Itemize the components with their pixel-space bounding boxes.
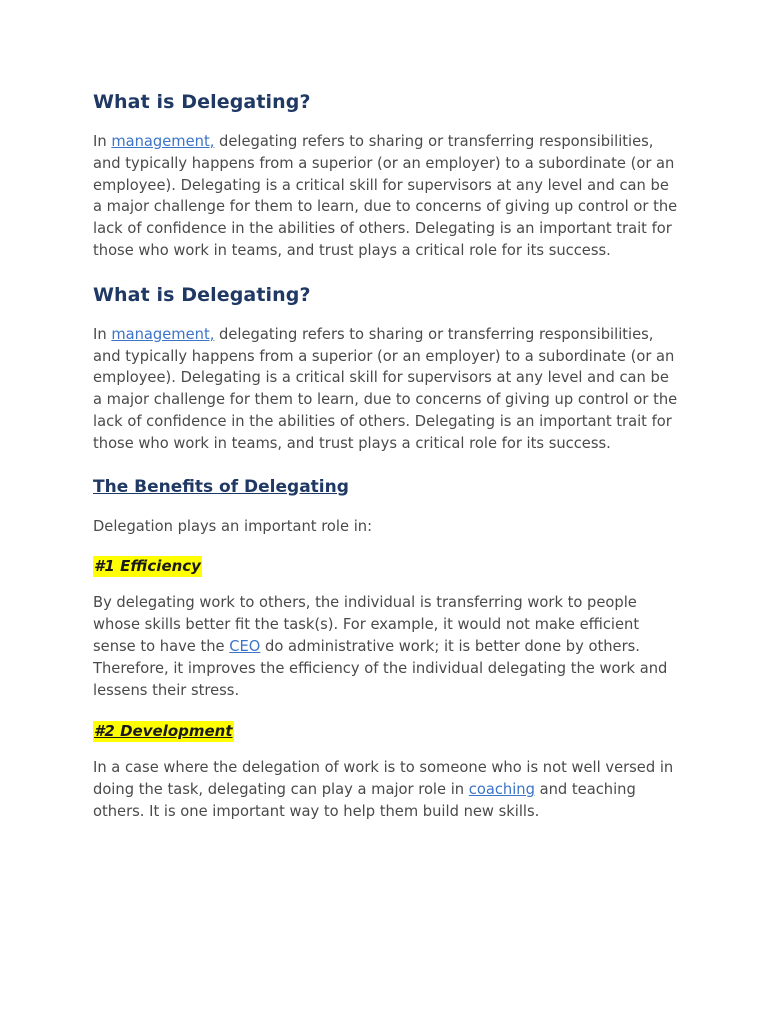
section-what-is-delegating-1 [93,88,678,262]
highlighted-title: #1 Efficiency [94,557,201,576]
benefit-title-efficiency [93,555,678,577]
section-paragraph [93,324,678,455]
coaching-link[interactable]: coaching [468,781,535,799]
paragraph-text: and teaching others. It is one important way to help them build new skills. [93,781,636,820]
section-paragraph [93,131,678,262]
benefits-intro: Delegation plays an important role in: [93,517,373,535]
benefits-heading: The Benefits of Delegating [93,476,349,497]
paragraph-prefix: In [93,133,112,150]
benefit-title-development [93,720,678,742]
section-heading: What is Delegating? [93,91,311,113]
section-heading: What is Delegating? [93,283,311,306]
paragraph-prefix: In [93,325,112,343]
paragraph-text: In a case where the delegation of work is to someone who is not well versed in doing the task, delegating can play a major role in [93,759,674,799]
benefit-paragraph-development [93,757,678,822]
benefit-paragraph-efficiency [93,592,678,701]
paragraph-text: do administrative work; it is better done by others. Therefore, it improves the efficiency of the individual delegating the work and lessens their stress. [93,637,668,699]
section-what-is-delegating-2 [93,281,678,455]
paragraph-text: delegating refers to sharing or transferring responsibilities, and typically happens from a superior (or an employer) to a subordinate (or an employee). Delegating is a critical skill for supervisors at any level and can be a major challenge for them to learn, due to concerns of giving up control or the lack of confidence in the abilities of others. Delegating is an important trait for those who work in teams, and trust plays a critical role for its success. [93,133,678,259]
paragraph-text: delegating refers to sharing or transferring responsibilities, and typically happens from a superior (or an employer) to a subordinate (or an employee). Delegating is a critical skill for supervisors at any level and can be a major challenge for them to learn, due to concerns of giving up control or the lack of confidence in the abilities of others. Delegating is an important trait for those who work in teams, and trust plays a critical role for its success. [93,325,678,452]
paragraph-text: By delegating work to others, the individual is transferring work to people whose skills better fit the task(s). For example, it would not make efficient sense to have the [93,594,640,655]
section-benefits [93,474,678,823]
highlighted-title: #2 Development [94,722,233,741]
ceo-link[interactable]: CEO [229,637,261,655]
management-link[interactable]: management, [111,325,215,343]
management-link[interactable]: management, [111,133,215,150]
